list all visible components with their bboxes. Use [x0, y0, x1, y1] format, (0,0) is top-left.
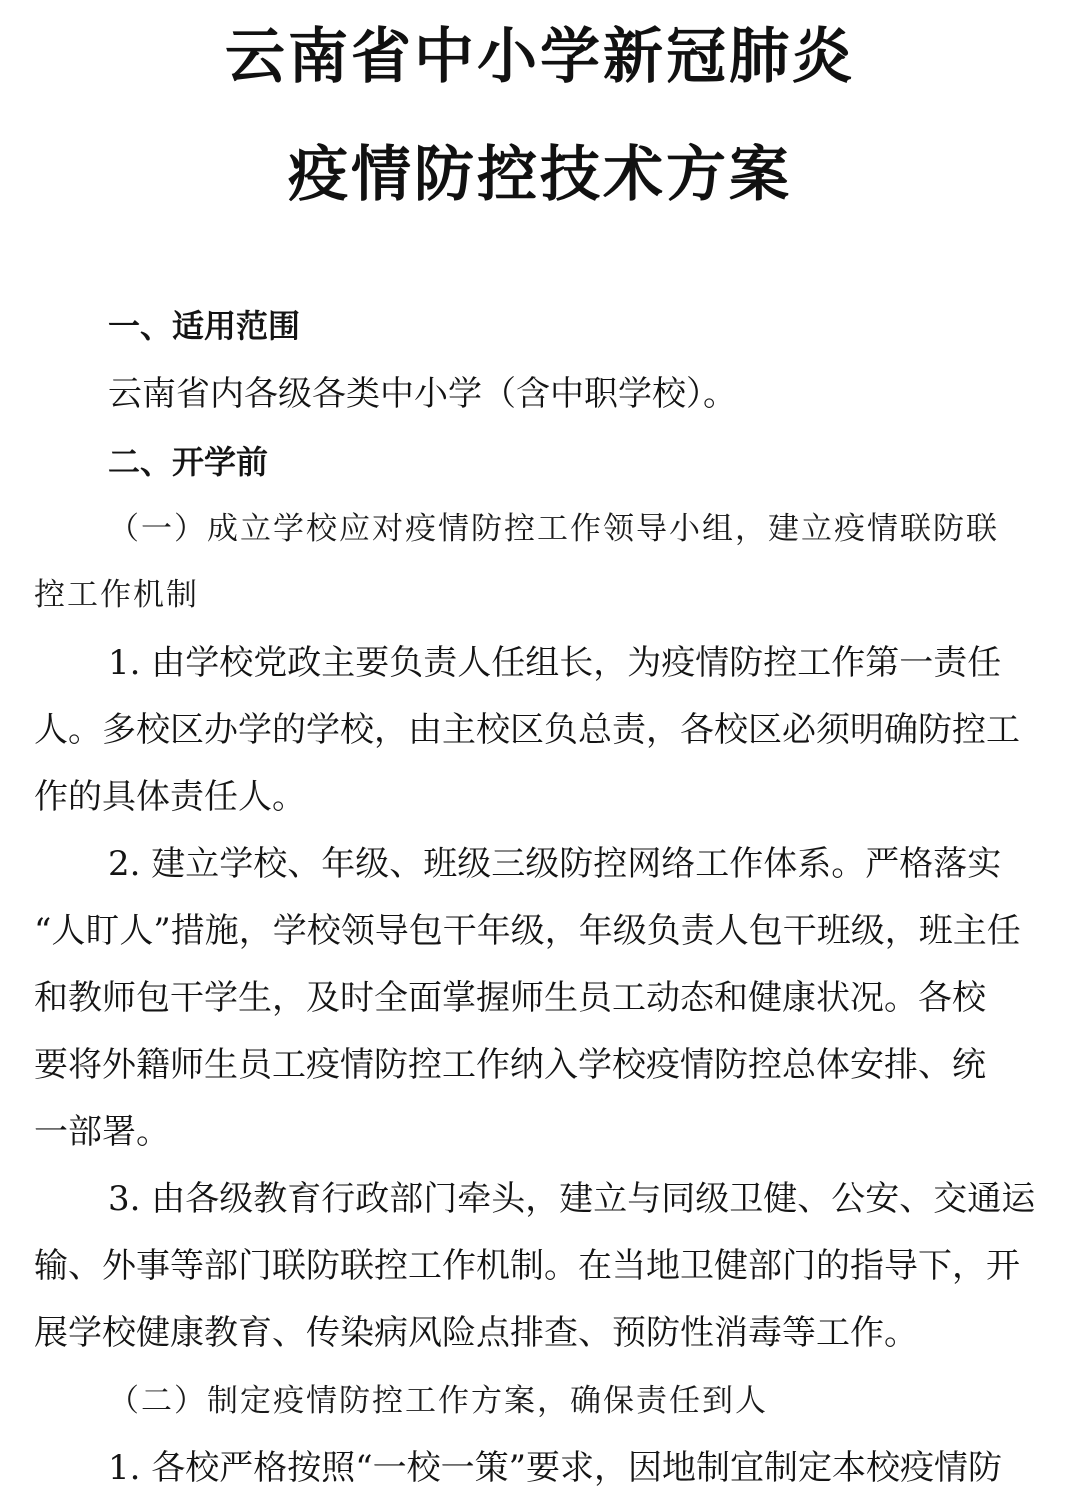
section-heading-before-school: 二、开学前 [108, 443, 269, 481]
paragraph-2-line-1: 2. 建立学校、年级、班级三级防控网络工作体系。严格落实 [108, 844, 1002, 884]
subsection-heading-1-line-2: 控工作机制 [34, 577, 199, 613]
paragraph-4-line-1: 1. 各校严格按照“一校一策”要求，因地制宜制定本校疫情防 [108, 1448, 1003, 1488]
paragraph-2-line-2: “人盯人”措施，学校领导包干年级，年级负责人包干班级，班主任 [34, 911, 1021, 951]
subsection-heading-2: （二）制定疫情防控工作方案，确保责任到人 [108, 1383, 768, 1419]
scope-body: 云南省内各级各类中小学（含中职学校）。 [108, 374, 737, 414]
document-title-line-1: 云南省中小学新冠肺炎 [225, 22, 855, 92]
paragraph-2-line-5: 一部署。 [34, 1112, 170, 1152]
paragraph-1-line-3: 作的具体责任人。 [34, 777, 306, 817]
document-title-line-2: 疫情防控技术方案 [288, 140, 792, 210]
paragraph-3-line-3: 展学校健康教育、传染病风险点排查、预防性消毒等工作。 [34, 1313, 918, 1353]
paragraph-1-line-2: 人。多校区办学的学校，由主校区负总责，各校区必须明确防控工 [34, 710, 1020, 750]
paragraph-2-line-4: 要将外籍师生员工疫情防控工作纳入学校疫情防控总体安排、统 [34, 1045, 986, 1085]
section-heading-scope: 一、适用范围 [108, 307, 301, 345]
subsection-heading-1-line-1: （一）成立学校应对疫情防控工作领导小组，建立疫情联防联 [108, 511, 999, 547]
paragraph-1-line-1: 1. 由学校党政主要负责人任组长，为疫情防控工作第一责任 [108, 643, 1002, 683]
paragraph-3-line-2: 输、外事等部门联防联控工作机制。在当地卫健部门的指导下，开 [34, 1246, 1020, 1286]
paragraph-3-line-1: 3. 由各级教育行政部门牵头，建立与同级卫健、公安、交通运 [108, 1179, 1036, 1219]
paragraph-2-line-3: 和教师包干学生，及时全面掌握师生员工动态和健康状况。各校 [34, 978, 986, 1018]
